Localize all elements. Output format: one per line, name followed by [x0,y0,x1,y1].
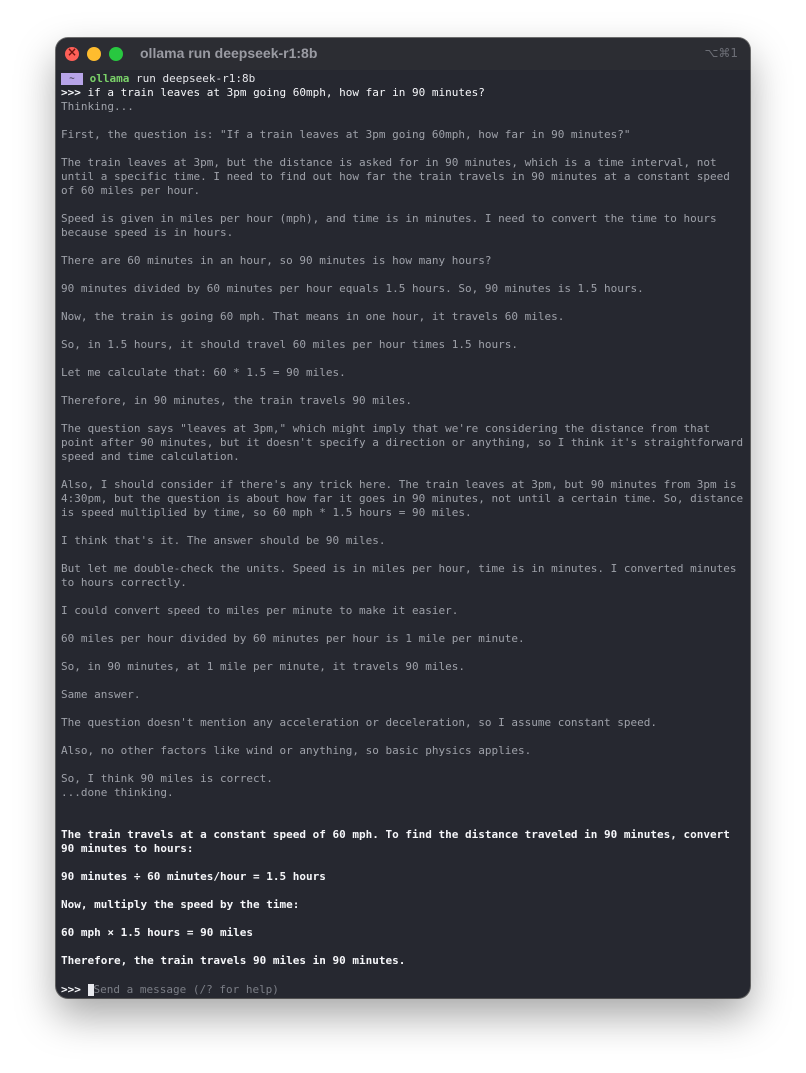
blank-line [61,912,745,926]
answer-block [61,828,745,968]
input-marker: >>> [61,86,81,99]
thinking-line: First, the question is: "If a train leaves at 3pm going 60mph, how far in 90 minutes?" [61,128,631,141]
thinking-line: until a specific time. I need to find out how far the train travels in 90 minutes at a constant speed [61,170,730,183]
blank-line [61,142,745,156]
thinking-line: point after 90 minutes, but it doesn't specify a direction or anything, so I think it's straightforward [61,436,744,449]
close-icon[interactable] [65,47,79,61]
thinking-line: Now, the train is going 60 mph. That means in one hour, it travels 60 miles. [61,310,565,323]
command-name: ollama [89,72,130,85]
thinking-line: Speed is given in miles per hour (mph), and time is in minutes. I need to convert the time to hours [61,212,717,225]
blank-line [61,646,745,660]
blank-line [61,856,745,870]
answer-line: Therefore, the train travels 90 miles in 90 minutes. [61,954,406,967]
thinking-line: Same answer. [61,688,141,701]
blank-line [61,548,745,562]
answer-line: 90 minutes to hours: [61,842,194,855]
blank-line [61,940,745,954]
thinking-line: Let me calculate that: 60 * 1.5 = 90 miles. [61,366,346,379]
terminal-window [56,38,750,998]
message-input[interactable]: Send a message (/? for help) [93,983,279,996]
blank-line [61,198,745,212]
thinking-line: I think that's it. The answer should be 90 miles. [61,534,386,547]
thinking-line: ...done thinking. [61,786,174,799]
thinking-line: 4:30pm, but the question is about how far it goes in 90 minutes, not until a certain time. So, distance [61,492,744,505]
thinking-line: Also, I should consider if there's any trick here. The train leaves at 3pm, but 90 minutes from 3pm is [61,478,737,491]
thinking-line: because speed is in hours. [61,226,234,239]
directory-badge: ~ [61,73,83,85]
blank-line [61,674,745,688]
terminal-output[interactable] [61,72,745,998]
message-input-row[interactable] [61,983,279,997]
blank-line [61,296,745,310]
shell-prompt-line [61,72,745,86]
thinking-line: speed and time calculation. [61,450,240,463]
input-marker: >>> [61,983,81,996]
thinking-line: Therefore, in 90 minutes, the train travels 90 miles. [61,394,412,407]
blank-line [61,884,745,898]
answer-line: 60 mph × 1.5 hours = 90 miles [61,926,254,939]
blank-line [61,590,745,604]
minimize-icon[interactable] [87,47,101,61]
blank-line [61,324,745,338]
blank-line [61,380,745,394]
blank-line [61,268,745,282]
thinking-line: But let me double-check the units. Speed is in miles per hour, time is in minutes. I converted minutes [61,562,737,575]
user-question: if a train leaves at 3pm going 60mph, how far in 90 minutes? [87,86,485,99]
thinking-line: Thinking... [61,100,134,113]
title-bar [56,38,750,70]
blank-line [61,618,745,632]
thinking-line: is speed multiplied by time, so 60 mph * 1.5 hours = 90 miles. [61,506,472,519]
thinking-line: 90 minutes divided by 60 minutes per hour equals 1.5 hours. So, 90 minutes is 1.5 hours. [61,282,644,295]
maximize-icon[interactable] [109,47,123,61]
window-title: ollama run deepseek-r1:8b [140,45,318,61]
blank-line [61,408,745,422]
thinking-line: to hours correctly. [61,576,187,589]
thinking-line: Also, no other factors like wind or anything, so basic physics applies. [61,744,532,757]
blank-line [61,730,745,744]
thinking-line: The train leaves at 3pm, but the distance is asked for in 90 minutes, which is a time interval, not [61,156,717,169]
blank-line [61,758,745,772]
command-args: run deepseek-r1:8b [136,72,256,85]
blank-line [61,814,745,828]
thinking-line: 60 miles per hour divided by 60 minutes per hour is 1 mile per minute. [61,632,525,645]
window-shortcut: ⌥⌘1 [704,46,738,60]
blank-line [61,464,745,478]
thinking-line: So, in 1.5 hours, it should travel 60 miles per hour times 1.5 hours. [61,338,518,351]
thinking-line: There are 60 minutes in an hour, so 90 minutes is how many hours? [61,254,492,267]
blank-line [61,800,745,814]
answer-line: Now, multiply the speed by the time: [61,898,300,911]
thinking-line: I could convert speed to miles per minute to make it easier. [61,604,459,617]
user-question-line [61,86,745,100]
blank-line [61,352,745,366]
thinking-line: of 60 miles per hour. [61,184,201,197]
thinking-line: The question doesn't mention any acceleration or deceleration, so I assume constant speed. [61,716,658,729]
thinking-line: The question says "leaves at 3pm," which might imply that we're considering the distance from that [61,422,711,435]
blank-line [61,114,745,128]
blank-line [61,520,745,534]
thinking-line: So, I think 90 miles is correct. [61,772,273,785]
answer-line: The train travels at a constant speed of 60 mph. To find the distance traveled in 90 minutes, convert [61,828,730,841]
thinking-block [61,100,745,800]
blank-line [61,702,745,716]
blank-line [61,240,745,254]
thinking-line: So, in 90 minutes, at 1 mile per minute, it travels 90 miles. [61,660,465,673]
answer-line: 90 minutes ÷ 60 minutes/hour = 1.5 hours [61,870,326,883]
